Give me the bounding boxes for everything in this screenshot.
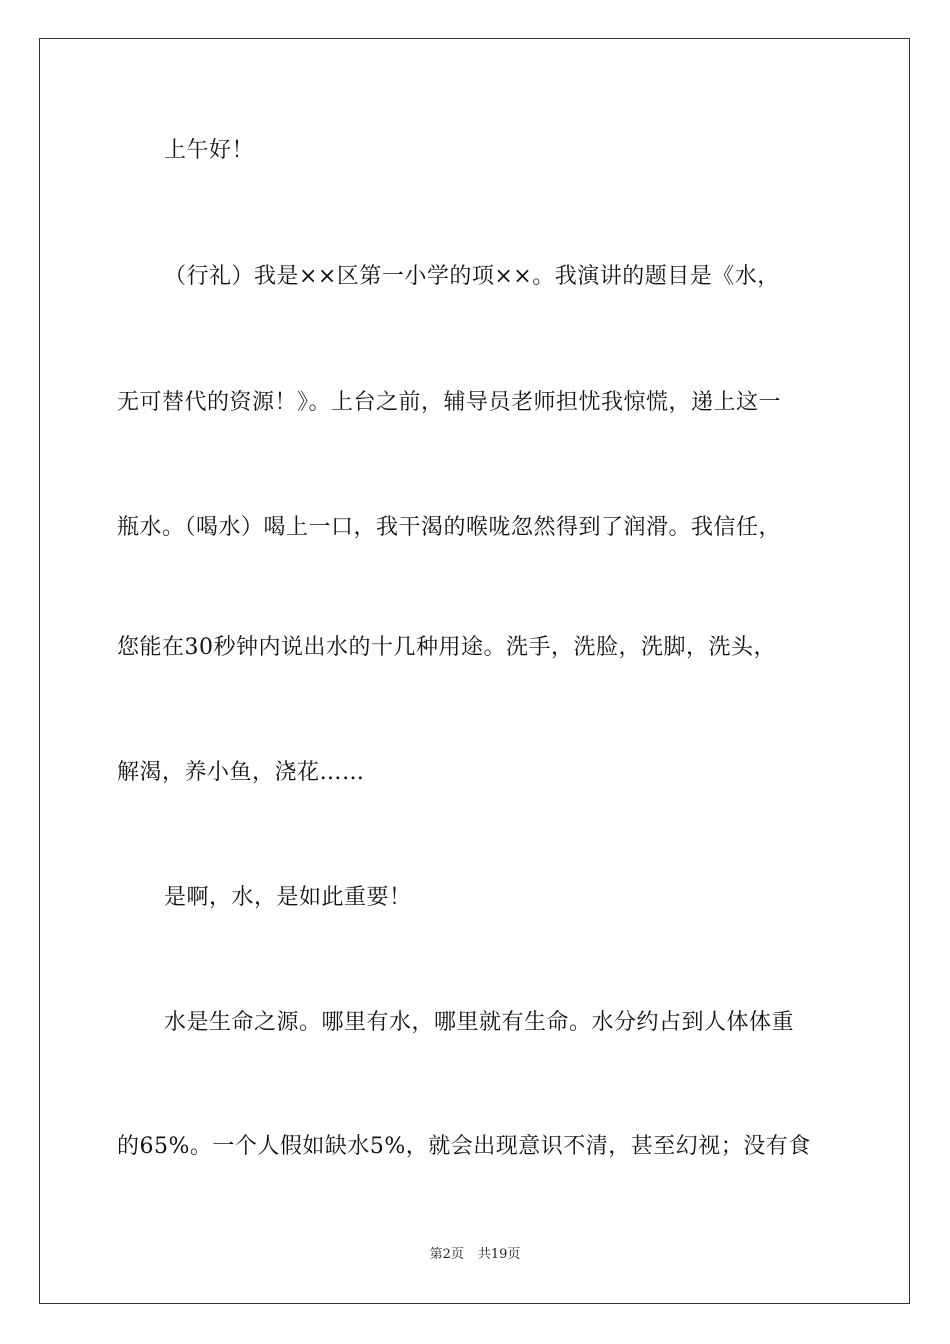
paragraph-intro-line-2: 无可替代的资源！》。上台之前，辅导员老师担忧我惊慌，递上这一 [117,390,782,415]
page-number: 第2页 [429,1247,464,1262]
paragraph-intro-line-4: 您能在30秒钟内说出水的十几种用途。洗手，洗脸，洗脚，洗头， [117,635,776,660]
paragraph-importance: 是啊，水，是如此重要！ [164,885,412,910]
paragraph-intro-line-5: 解渴，养小鱼，浇花…… [117,760,365,785]
page-footer [0,1246,950,1264]
paragraph-greeting: 上午好！ [164,138,255,163]
paragraph-intro-line-1: （行礼）我是××区第一小学的项××。我演讲的题目是《水， [164,264,780,289]
paragraph-life-line-1: 水是生命之源。哪里有水，哪里就有生命。水分约占到人体体重 [164,1010,795,1035]
page-frame [39,38,910,1304]
paragraph-intro-line-3: 瓶水。（喝水）喝上一口，我干渴的喉咙忽然得到了润滑。我信任， [117,515,782,540]
page-total: 共19页 [477,1247,521,1262]
paragraph-life-line-2: 的65%。一个人假如缺水5%，就会出现意识不清，甚至幻视；没有食 [117,1134,811,1159]
